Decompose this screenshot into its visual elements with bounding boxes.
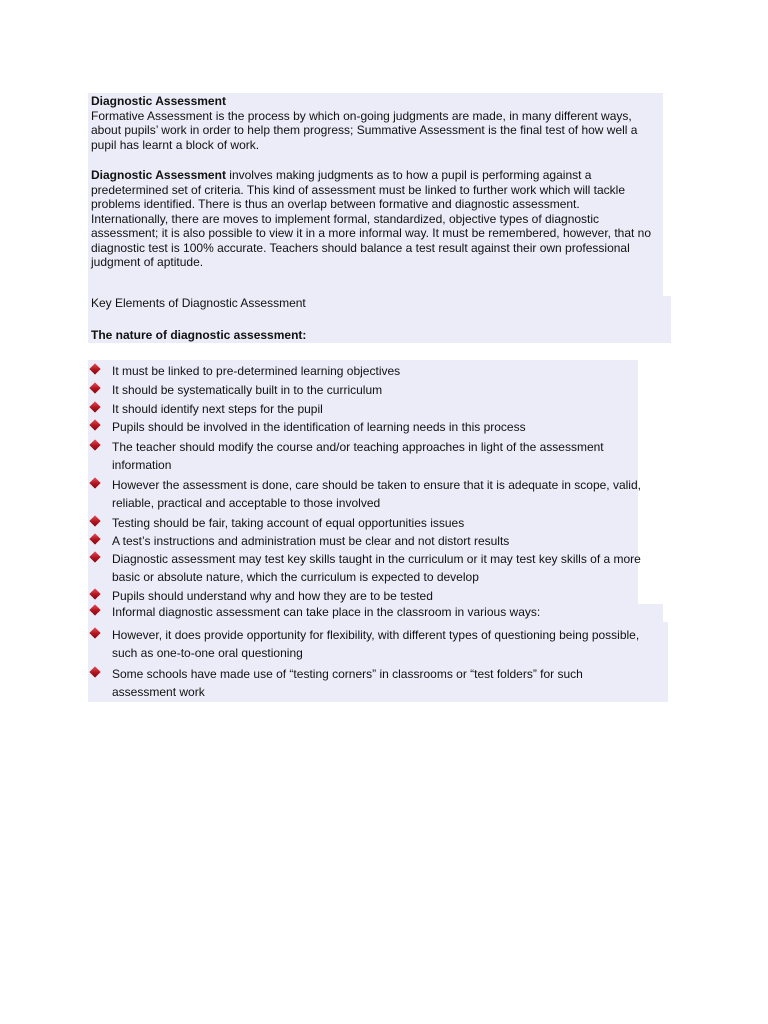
definition-term: Diagnostic Assessment — [91, 168, 226, 182]
list-item — [90, 665, 650, 701]
list-item-text: Diagnostic assessment may test key skills taught in the curriculum or it may test key skills of a more basic or absolute nature, which the curriculum is expected to develop — [112, 552, 641, 584]
list-item-text: Pupils should be involved in the identification of learning needs in this process — [112, 420, 526, 434]
diamond-bullet-icon — [89, 533, 100, 544]
list-item — [90, 532, 650, 550]
list-item — [90, 550, 650, 586]
list-item-text: Informal diagnostic assessment can take place in the classroom in various ways: — [112, 605, 541, 619]
intro-title: Diagnostic Assessment — [91, 94, 226, 108]
bullet-list — [90, 360, 650, 701]
list-item — [90, 438, 650, 474]
diamond-bullet-icon — [89, 477, 100, 488]
list-item — [90, 476, 650, 512]
diamond-bullet-icon — [89, 363, 100, 374]
diamond-bullet-icon — [89, 382, 100, 393]
key-elements-heading: Key Elements of Diagnostic Assessment — [91, 296, 306, 310]
diamond-bullet-icon — [89, 551, 100, 562]
list-item-text: Testing should be fair, taking account of equal opportunities issues — [112, 516, 465, 530]
list-item — [90, 514, 650, 532]
list-item-text: It must be linked to pre-determined learning objectives — [112, 364, 401, 378]
list-item — [90, 400, 650, 418]
list-item-text: However, it does provide opportunity for flexibility, with different types of questioning being possible, such as one-to-one oral questioning — [112, 628, 640, 660]
diamond-bullet-icon — [89, 515, 100, 526]
intro-text: Formative Assessment is the process by which on-going judgments are made, in many different ways, about pupils’ work in order to help them progress; Summative Assessment is the final test of how well a pupil has learnt a block of work. — [91, 108, 638, 152]
list-item-text: It should be systematically built in to the curriculum — [112, 383, 383, 397]
diamond-bullet-icon — [89, 627, 100, 638]
list-item-text: The teacher should modify the course and/or teaching approaches in light of the assessment information — [112, 440, 604, 472]
diamond-bullet-icon — [89, 588, 100, 599]
definition-paragraph — [91, 168, 651, 270]
list-item-text: Pupils should understand why and how they are to be tested — [112, 589, 433, 603]
list-item — [90, 626, 650, 662]
list-item-text: It should identify next steps for the pupil — [112, 402, 323, 416]
list-item — [90, 381, 650, 399]
diamond-bullet-icon — [89, 439, 100, 450]
diamond-bullet-icon — [89, 401, 100, 412]
diamond-bullet-icon — [89, 604, 100, 615]
diamond-bullet-icon — [89, 666, 100, 677]
list-item-text: However the assessment is done, care should be taken to ensure that it is adequate in scope, valid, reliable, practical and acceptable to those involved — [112, 478, 641, 510]
list-item-text: Some schools have made use of “testing corners” in classrooms or “test folders” for such assessment work — [112, 667, 583, 699]
list-item — [90, 603, 650, 621]
diamond-bullet-icon — [89, 419, 100, 430]
list-item — [90, 418, 650, 436]
list-item-text: A test’s instructions and administration must be clear and not distort results — [112, 534, 510, 548]
definition-text: involves making judgments as to how a pupil is performing against a predetermined set of criteria. This kind of assessment must be linked to further work which will tackle problems identified. There is thus an overlap between formative and diagnostic assessment. Internationally, there are moves to implement formal, standardized, objective types of diagnostic assessment; it is also possible to view it in a more informal way. It must be remembered, however, that no diagnostic test is 100% accurate. Teachers should balance a test result against their own professional judgment of aptitude. — [91, 168, 652, 269]
list-item — [90, 362, 650, 380]
intro-paragraph — [91, 94, 651, 152]
nature-heading: The nature of diagnostic assessment: — [91, 328, 307, 342]
